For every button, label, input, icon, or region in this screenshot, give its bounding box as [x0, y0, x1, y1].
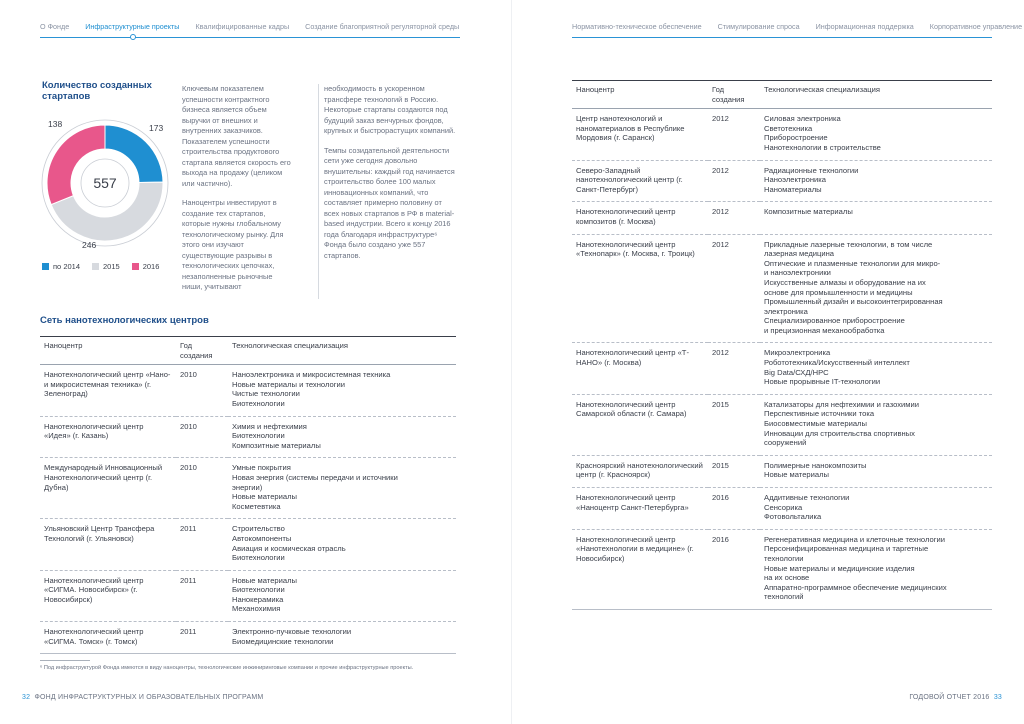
spec-line: Косметевтика [232, 501, 281, 511]
nav-item[interactable]: О Фонде [40, 22, 70, 31]
legend-swatch [132, 263, 139, 270]
cell-center: Нанотехнологический центр «СИГМА. Томск» (г. Томск) [40, 622, 176, 654]
spec-line: Перспективные источники тока [764, 409, 875, 419]
cell-spec [760, 234, 992, 343]
legend-swatch [42, 263, 49, 270]
page-number: 32 [22, 694, 31, 701]
cell-year: 2012 [708, 202, 760, 234]
spec-line: Авиация и космическая отрасль [232, 543, 346, 553]
col-header-year: Год создания [176, 337, 228, 365]
spec-line: Новые материалы [232, 492, 298, 502]
nav-rule [40, 37, 460, 38]
spec-line: сооружений [764, 438, 807, 448]
spec-line: Катализаторы для нефтехимии и газохимии [764, 399, 919, 409]
spec-line: Специализированное приборостроение [764, 316, 905, 326]
spec-line: Умные покрытия [232, 463, 291, 473]
cell-center: Нанотехнологический центр «Идея» (г. Казань) [40, 416, 176, 458]
spec-line: Фотовольталика [764, 512, 822, 522]
spec-line: Регенеративная медицина и клеточные технологии [764, 534, 945, 544]
cell-spec [760, 160, 992, 202]
col-header-center: Наноцентр [40, 337, 176, 365]
nav-item[interactable]: Информационная поддержка [815, 22, 914, 31]
spec-line: Наноэлектроника и микросистемная техника [232, 370, 391, 380]
spec-line: Big Data/СХД/HPC [764, 367, 829, 377]
nav-item[interactable]: Нормативно-техническое обеспечение [572, 22, 702, 31]
footer-left [22, 694, 263, 701]
cell-center: Нанотехнологический центр «Наноцентр Санкт-Петербурга» [572, 488, 708, 530]
spec-line: Аппаратно-программное обеспечение медицинских [764, 582, 947, 592]
cell-year: 2010 [176, 365, 228, 416]
cell-center: Международный Инновационный Нанотехнологический центр (г. Дубна) [40, 458, 176, 519]
col-header-spec: Технологическая специализация [760, 81, 992, 109]
cell-spec [760, 109, 992, 160]
table-row [572, 455, 992, 487]
spec-line: Сенсорика [764, 502, 803, 512]
spec-line: Новые материалы и технологии [232, 379, 345, 389]
spec-line: и прецизионная механообработка [764, 325, 885, 335]
table-row [572, 234, 992, 343]
spec-line: Биомедицинские технологии [232, 636, 334, 646]
cell-spec [228, 365, 456, 416]
cell-center: Нанотехнологический центр «Технопарк» (г. Москва, г. Троицк) [572, 234, 708, 343]
table-row [40, 622, 456, 654]
cell-center: Нанотехнологический центр «Нано- и микросистемная техника» (г. Зеленоград) [40, 365, 176, 416]
spec-line: Робототехника/Искусственный интеллект [764, 358, 910, 368]
table-row [572, 109, 992, 160]
spec-line: Полимерные нанокомпозиты [764, 460, 867, 470]
footer-org: ФОНД ИНФРАСТРУКТУРНЫХ И ОБРАЗОВАТЕЛЬНЫХ ПРОГРАММ [34, 694, 264, 701]
cell-spec [760, 343, 992, 394]
spec-line: Аддитивные технологии [764, 493, 850, 502]
chart-title: Количество созданных стартапов [42, 80, 152, 102]
spec-line: Новые прорывные IT-технологии [764, 377, 881, 387]
cell-year: 2011 [176, 570, 228, 621]
spec-line: электроника [764, 306, 808, 316]
nav-rule [572, 37, 992, 38]
nav-item[interactable]: Стимулирование спроса [717, 22, 800, 31]
text-column-1 [182, 84, 292, 302]
cell-center: Центр нанотехнологий и наноматериалов в Республике Мордовия (г. Саранск) [572, 109, 708, 160]
spec-line: Новые материалы и медицинские изделия [764, 563, 915, 573]
spec-line: Нанокерамика [232, 594, 284, 604]
spec-line: технологий [764, 592, 804, 602]
legend-item [92, 262, 120, 271]
spec-line: технологии [764, 553, 804, 563]
spec-line: Искусственные алмазы и оборудование на их [764, 277, 926, 287]
spec-line: Инновации для строительства спортивных [764, 428, 915, 438]
nanocenters-table-right [572, 80, 992, 610]
spec-line: Электронно-пучковые технологии [232, 627, 352, 637]
right-section-nav [572, 22, 1024, 31]
table-row [572, 394, 992, 455]
spec-line: Прикладные лазерные технологии, в том числе [764, 239, 933, 249]
paragraph: Наноцентры инвестируют в создание тех стартапов, которые нужны глобальному технологическому рынку. Для этого они изучают существующие разрывы в технологических цепочках, незаполненные рыночные ниши, учитывают [182, 198, 284, 291]
spec-line: Новые материалы [232, 575, 298, 585]
spec-line: Новая энергия (системы передачи и источники [232, 472, 398, 482]
spec-line: и наноэлектроники [764, 268, 831, 278]
left-section-nav [40, 22, 475, 31]
cell-year: 2016 [708, 488, 760, 530]
legend-label: 2015 [103, 262, 120, 271]
cell-spec [760, 488, 992, 530]
spec-line: Нанотехнологии в строительстве [764, 142, 881, 152]
section-title: Сеть нанотехнологических центров [40, 315, 209, 326]
nanocenters-table-left [40, 336, 456, 654]
cell-spec [760, 455, 992, 487]
spec-line: Автокомпоненты [232, 533, 292, 543]
cell-spec [228, 458, 456, 519]
cell-year: 2016 [708, 529, 760, 609]
spec-line: Персонифицированная медицина и таргетные [764, 544, 929, 554]
spec-line: Биотехнологии [232, 553, 285, 563]
col-header-center: Наноцентр [572, 81, 708, 109]
nav-item[interactable]: Корпоративное управление [929, 22, 1023, 31]
spec-line: Биотехнологии [232, 398, 285, 408]
spec-line: Биотехнологии [232, 585, 285, 595]
cell-center: Нанотехнологический центр «Нанотехнологии в медицине» (г. Новосибирск) [572, 529, 708, 609]
spec-line: Радиационные технологии [764, 165, 859, 175]
donut-svg [40, 118, 170, 248]
cell-center: Красноярский нанотехнологический центр (г. Красноярск) [572, 455, 708, 487]
legend-swatch [92, 263, 99, 270]
spec-line: Композитные материалы [232, 440, 321, 450]
cell-center: Нанотехнологический центр «СИГМА. Новосибирск» (г. Новосибирск) [40, 570, 176, 621]
cell-center: Ульяновский Центр Трансфера Технологий (г. Ульяновск) [40, 519, 176, 570]
cell-year: 2010 [176, 416, 228, 458]
page-number: 33 [993, 694, 1002, 701]
spec-line: Наноэлектроника [764, 175, 826, 185]
cell-year: 2012 [708, 160, 760, 202]
table-row [40, 365, 456, 416]
cell-spec [760, 394, 992, 455]
spec-line: Оптические и плазменные технологии для микро- [764, 258, 941, 268]
nav-item[interactable]: Квалифицированные кадры [195, 22, 290, 31]
spec-line: Приборостроение [764, 133, 828, 143]
cell-spec [760, 529, 992, 609]
spec-line: основе для промышленности и медицины [764, 287, 913, 297]
spec-line: Химия и нефтехимия [232, 421, 307, 431]
table-row [572, 160, 992, 202]
table-row [572, 343, 992, 394]
cell-year: 2010 [176, 458, 228, 519]
nav-active-dot [130, 34, 136, 40]
cell-year: 2012 [708, 109, 760, 160]
paragraph: Ключевым показателем успешности контрактного бизнеса является объем выручки от внешних и внутренних заказчиков. Показателем успешности строительства продуктового стартапа является скорость его выхода на продажу (целиком или частично). [182, 84, 291, 188]
spec-line: Микроэлектроника [764, 348, 831, 358]
cell-center: Нанотехнологический центр «Т-НАНО» (г. Москва) [572, 343, 708, 394]
cell-year: 2015 [708, 394, 760, 455]
spec-line: Строительство [232, 524, 285, 534]
chart-legend [42, 262, 171, 271]
footer-right [909, 694, 1002, 701]
column-divider [318, 84, 319, 299]
cell-center: Нанотехнологический центр Самарской области (г. Самара) [572, 394, 708, 455]
data-label-246: 246 [82, 240, 97, 250]
spec-line: Механохимия [232, 604, 281, 614]
footnote: ⁶ Под инфраструктурой Фонда имеются в виду наноцентры, технологические инжиниринговые компании и прочие инфраструктурные проекты. [40, 665, 414, 671]
cell-year: 2011 [176, 519, 228, 570]
spec-line: Композитные материалы [764, 207, 853, 217]
table-row [572, 488, 992, 530]
data-label-138: 138 [48, 119, 63, 129]
spec-line: Биосовместимые материалы [764, 419, 867, 429]
spec-line: Чистые технологии [232, 389, 300, 399]
cell-spec [228, 416, 456, 458]
cell-year: 2012 [708, 234, 760, 343]
paragraph: необходимость в ускоренном трансфере технологий в Россию. Некоторые стартапы создаются под будущий заказ венчурных фондов, крупных и быстрорастущих компаний. [324, 84, 456, 135]
col-header-spec: Технологическая специализация [228, 337, 456, 365]
cell-center: Нанотехнологический центр композитов (г. Москва) [572, 202, 708, 234]
table-row [572, 529, 992, 609]
nav-item[interactable]: Создание благоприятной регуляторной среды [305, 22, 460, 31]
table-row [40, 416, 456, 458]
cell-spec [228, 570, 456, 621]
cell-spec [760, 202, 992, 234]
spec-line: Промышленный дизайн и высокоинтегрированная [764, 297, 943, 307]
nav-item[interactable]: Инфраструктурные проекты [85, 22, 180, 31]
cell-center: Северо-Западный нанотехнологический центр (г. Санкт-Петербург) [572, 160, 708, 202]
cell-spec [228, 519, 456, 570]
cell-year: 2012 [708, 343, 760, 394]
table-row [40, 570, 456, 621]
spec-line: на их основе [764, 573, 810, 583]
spec-line: Силовая электроника [764, 114, 841, 124]
table-row [572, 202, 992, 234]
cell-year: 2011 [176, 622, 228, 654]
donut-total: 557 [93, 175, 117, 191]
spec-line: энергии) [232, 482, 263, 492]
data-label-173: 173 [149, 123, 164, 133]
spec-line: Биотехнологии [232, 431, 285, 441]
text-column-2 [324, 84, 456, 270]
footer-report: ГОДОВОЙ ОТЧЕТ 2016 [909, 694, 990, 701]
spec-line: Светотехника [764, 123, 813, 133]
right-page [512, 0, 1024, 724]
cell-spec [228, 622, 456, 654]
spec-line: лазерная медицина [764, 249, 835, 259]
col-header-year: Год создания [708, 81, 760, 109]
spec-line: Новые материалы [764, 470, 830, 480]
table-row [40, 458, 456, 519]
legend-item [132, 262, 160, 271]
legend-item [42, 262, 80, 271]
footnote-rule [40, 660, 90, 661]
legend-label: по 2014 [53, 262, 81, 271]
paragraph: Темпы созидательной деятельности сети уже сегодня довольно внушительны: каждый год начинается строительство более 100 малых инновационных компаний, что составляет примерно половину от всех новых стартапов в РФ в material-based индустрии. Всего к концу 2016 года благодаря инфраструктуре⁶ Фонда было создано уже 557 стартапов. [324, 145, 455, 260]
cell-year: 2015 [708, 455, 760, 487]
spec-line: Наноматериалы [764, 184, 822, 194]
legend-label: 2016 [142, 262, 160, 271]
table-row [40, 519, 456, 570]
startups-donut-chart [40, 118, 170, 248]
